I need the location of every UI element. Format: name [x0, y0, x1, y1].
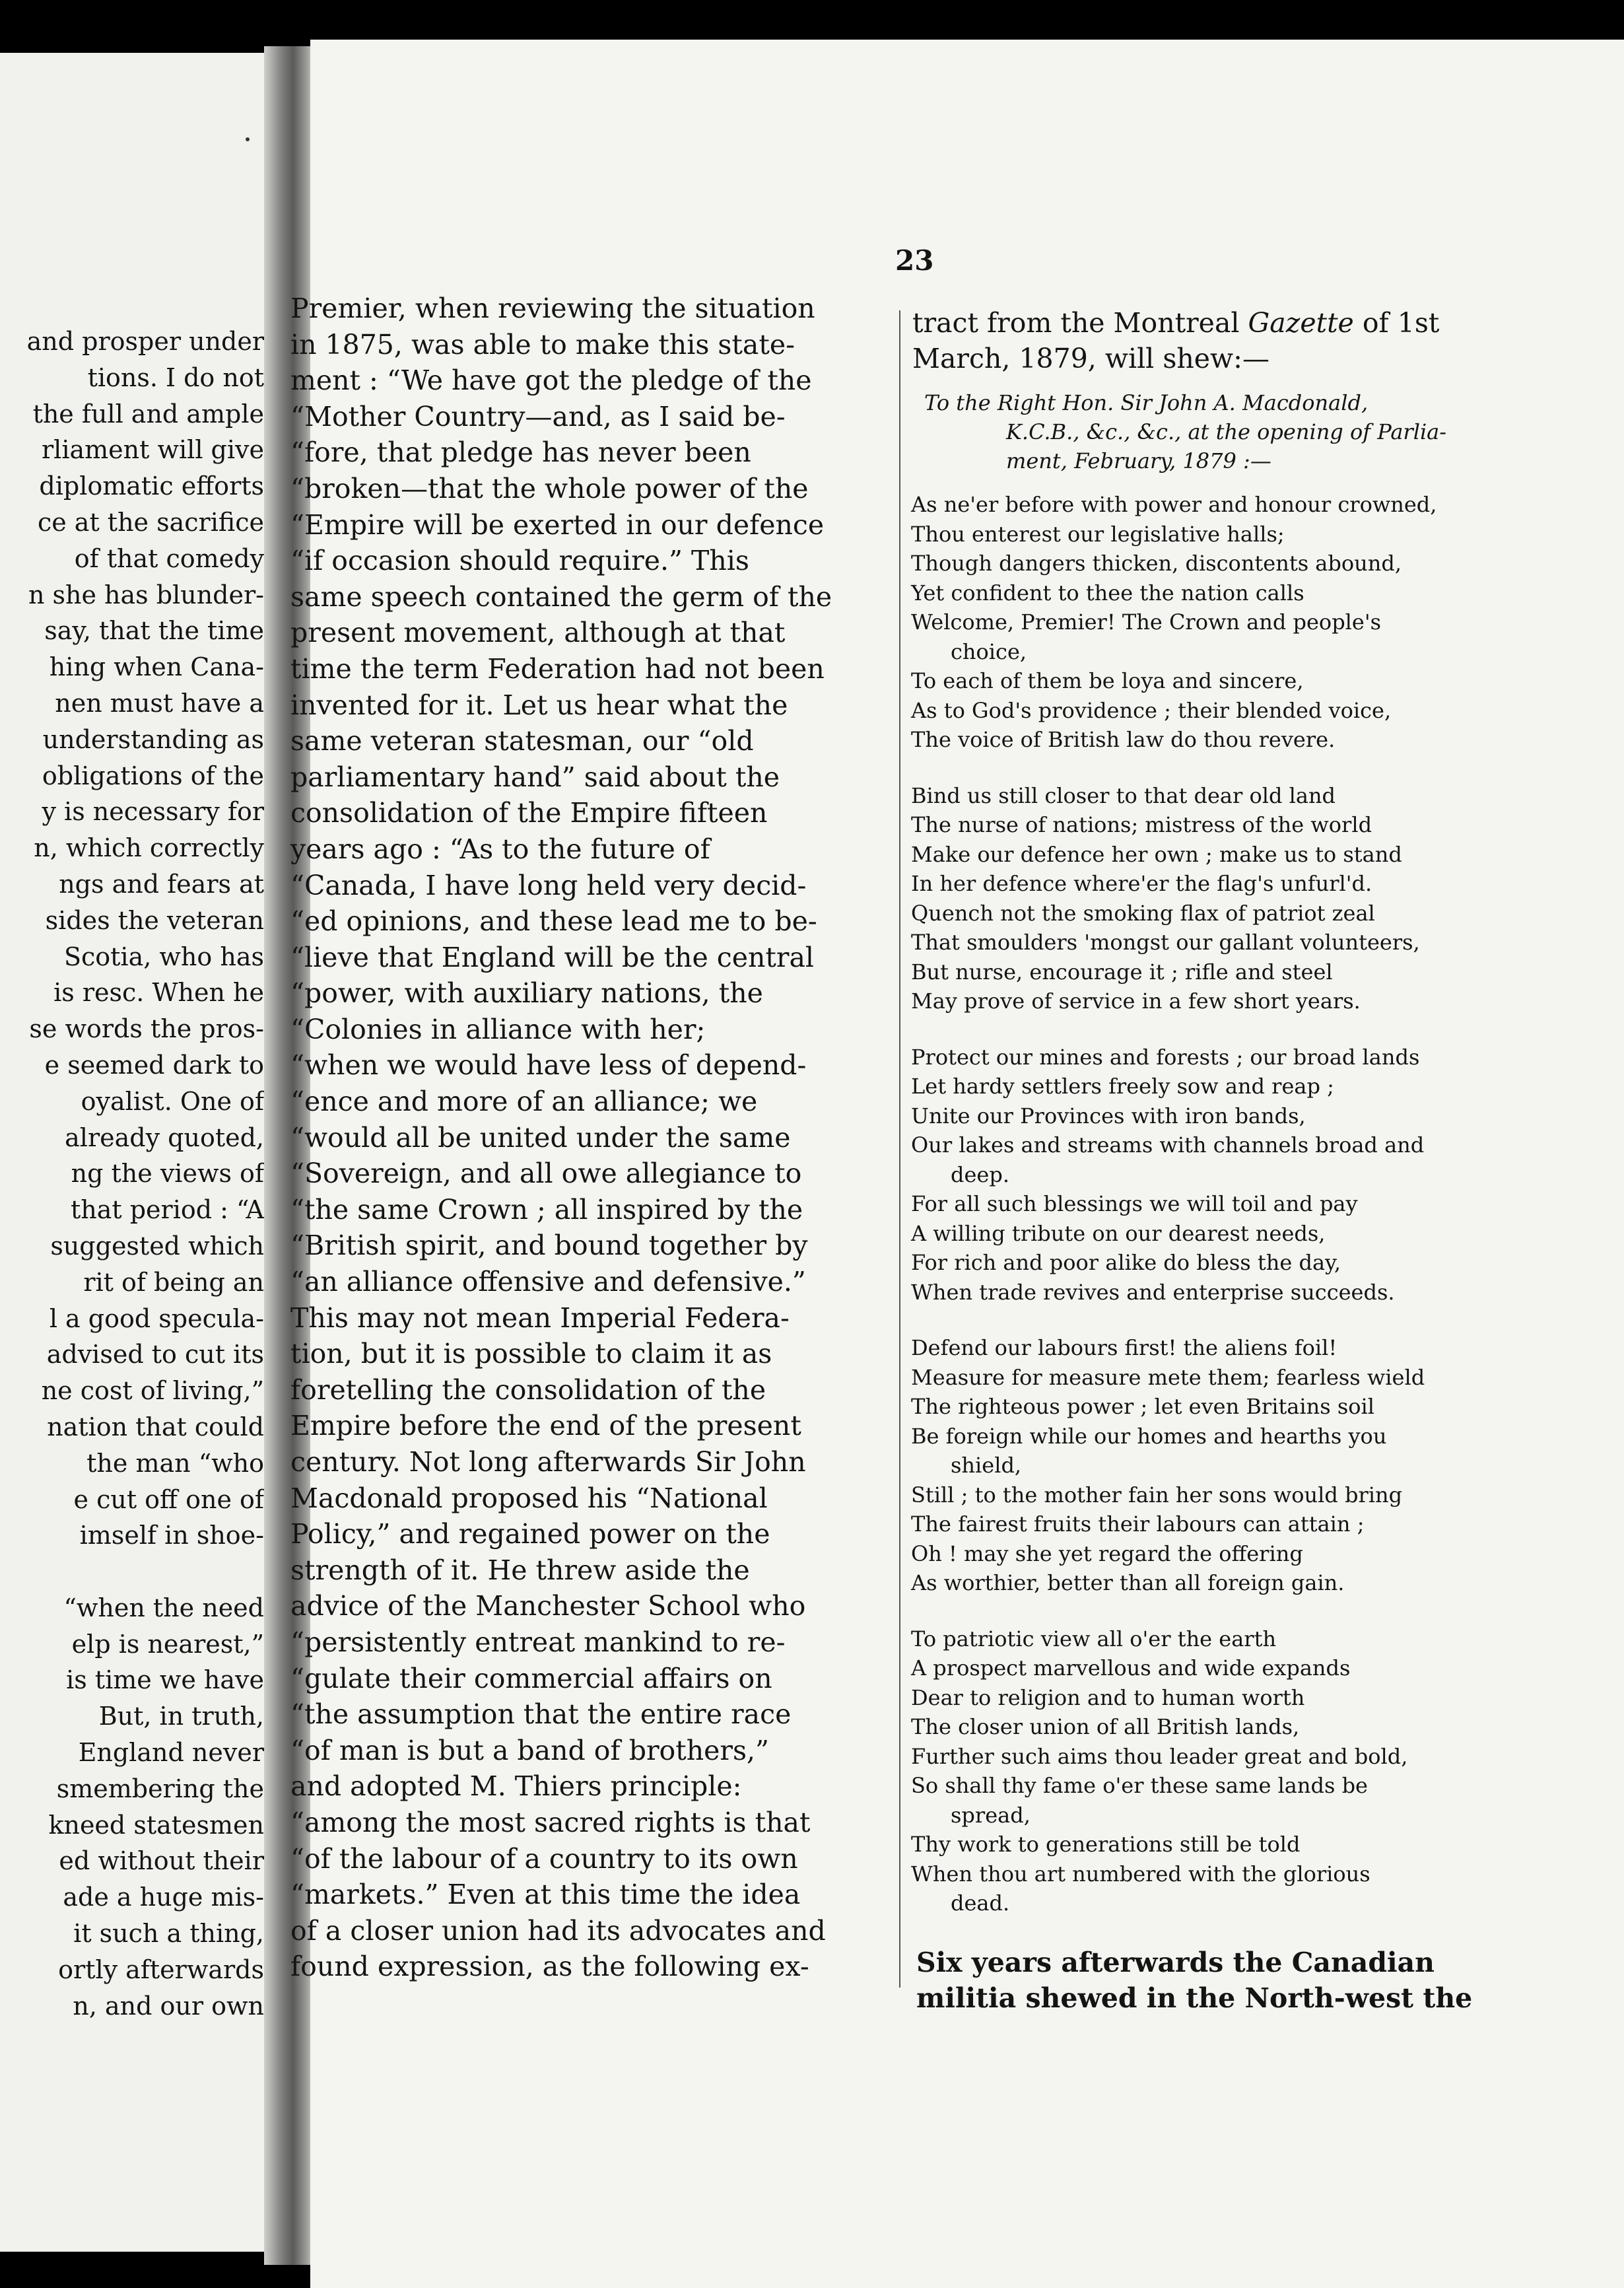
body-line: found expression, as the following ex-	[290, 1951, 809, 1983]
body-line: in 1875, was able to make this state-	[290, 328, 795, 361]
left-page-line: and prosper under	[26, 327, 264, 356]
left-page-line: y is necessary for	[42, 797, 264, 827]
body-line: parliamentary hand” said about the	[290, 761, 780, 793]
poem-line: The righteous power ; let even Britains soil	[911, 1394, 1374, 1419]
newspaper-title: Gazette	[1248, 307, 1354, 339]
poem-line: For rich and poor alike do bless the day,	[911, 1250, 1341, 1275]
poem-line: But nurse, encourage it ; rifle and steel	[911, 959, 1333, 985]
body-line: “when we would have less of depend-	[290, 1049, 807, 1082]
body-line: “persistently entreat mankind to re-	[290, 1626, 786, 1658]
body-line: “Sovereign, and all owe allegiance to	[290, 1158, 802, 1190]
body-line: and adopted M. Thiers principle:	[290, 1770, 742, 1803]
left-page-line: ng the views of	[71, 1159, 264, 1189]
poem-line: May prove of service in a few short years.	[911, 988, 1361, 1014]
left-page-line: ngs and fears at	[59, 869, 264, 899]
poem-line: A prospect marvellous and wide expands	[911, 1655, 1351, 1681]
body-line: “of the labour of a country to its own	[290, 1842, 798, 1875]
left-page-line: obligations of the	[42, 761, 264, 790]
body-line: “gulate their commercial affairs on	[290, 1662, 772, 1694]
left-page-line: the full and ample	[32, 399, 264, 429]
left-page-line: se words the pros-	[29, 1014, 264, 1044]
left-page-line: smembering the	[56, 1774, 264, 1803]
left-page-line: kneed statesmen	[48, 1810, 264, 1840]
poem-line: The voice of British law do thou revere.	[911, 727, 1336, 752]
body-line: “Mother Country—and, as I said be-	[290, 400, 786, 433]
left-page-line: of that comedy	[74, 543, 264, 573]
poem-line: choice,	[951, 639, 1027, 664]
poem-stanza	[871, 1333, 1505, 1598]
poem-line: Bind us still closer to that dear old land	[911, 782, 1336, 808]
body-line: century. Not long afterwards Sir John	[290, 1446, 806, 1478]
poem-line: Further such aims thou leader great and bold,	[911, 1743, 1408, 1769]
poem-line: deep.	[951, 1161, 1010, 1187]
poem-stanza	[871, 1624, 1505, 1918]
left-page-line: nen must have a	[55, 688, 264, 718]
poem-line: Be foreign while our homes and hearths you	[911, 1423, 1387, 1449]
closing-paragraph	[871, 1945, 1505, 2016]
body-line: “markets.” Even at this time the idea	[290, 1879, 801, 1911]
left-page-line: is time we have	[66, 1665, 264, 1695]
poem-line: To patriotic view all o'er the earth	[911, 1626, 1277, 1651]
left-page-text-column	[0, 324, 264, 2024]
poem-line: Welcome, Premier! The Crown and people's	[911, 609, 1382, 635]
poem-line: Defend our labours first! the aliens foil!	[911, 1335, 1337, 1360]
intro-line-2: March, 1879, will shew:—	[912, 343, 1269, 374]
left-page-line: that period : “A	[70, 1195, 264, 1225]
body-line: “would all be united under the same	[290, 1121, 791, 1154]
left-page-line: advised to cut its	[46, 1340, 264, 1369]
left-page-line: suggested which	[50, 1231, 264, 1261]
poem-line: The fairest fruits their labours can attain ;	[911, 1511, 1365, 1537]
poem-line: The closer union of all British lands,	[911, 1714, 1300, 1739]
body-line: “lieve that England will be the central	[290, 941, 815, 973]
left-page-line: the man “who	[86, 1448, 264, 1478]
body-line: advice of the Manchester School who	[290, 1590, 806, 1622]
poem-line: spread,	[951, 1802, 1031, 1828]
body-line: “of man is but a band of brothers,”	[290, 1734, 770, 1766]
body-line: tion, but it is possible to claim it as	[290, 1338, 772, 1370]
poem-line: Thou enterest our legislative halls;	[911, 521, 1285, 547]
closing-line: Six years afterwards the Canadian	[916, 1946, 1435, 1978]
poem-stanza	[871, 781, 1505, 1016]
body-line: Macdonald proposed his “National	[290, 1482, 768, 1514]
body-line: foretelling the consolidation of the	[290, 1373, 766, 1406]
body-line: strength of it. He threw aside the	[290, 1554, 750, 1586]
dedication-line: ment, February, 1879 :—	[1006, 448, 1271, 473]
poem-dedication	[871, 388, 1505, 475]
left-page-line: rit of being an	[83, 1267, 264, 1297]
poem-line: Let hardy settlers freely sow and reap ;	[911, 1074, 1334, 1099]
poem-line: So shall thy fame o'er these same lands be	[911, 1773, 1368, 1798]
body-text-column	[290, 291, 898, 1985]
left-page-line: ortly afterwards	[58, 1955, 264, 1984]
body-line: of a closer union had its advocates and	[290, 1914, 826, 1947]
left-page-line: “when the need	[63, 1593, 264, 1622]
left-page-line: tions. I do not	[87, 363, 264, 392]
poem-line: As ne'er before with power and honour crowned,	[911, 492, 1437, 517]
dedication-line: K.C.B., &c., &c., at the opening of Parlia-	[1006, 419, 1447, 444]
body-line: same speech contained the germ of the	[290, 580, 832, 613]
poem-line: Yet confident to thee the nation calls	[911, 580, 1304, 606]
body-line: “power, with auxiliary nations, the	[290, 977, 763, 1010]
poem-line: For all such blessings we will toil and pay	[911, 1191, 1358, 1216]
body-line: consolidation of the Empire fifteen	[290, 797, 768, 829]
poem-stanza	[871, 1043, 1505, 1307]
body-line: “ed opinions, and these lead me to be-	[290, 905, 817, 938]
left-page-line: n, and our own	[73, 1991, 264, 2021]
body-line: “fore, that pledge has never been	[290, 436, 751, 469]
poem-line: Thy work to generations still be told	[911, 1832, 1301, 1857]
poem-line: Dear to religion and to human worth	[911, 1684, 1305, 1710]
poem-line: Protect our mines and forests ; our broad lands	[911, 1044, 1420, 1070]
poem-line: dead.	[951, 1890, 1010, 1916]
poem-line: When trade revives and enterprise succeeds.	[911, 1279, 1395, 1305]
body-line: “if occasion should require.” This	[290, 545, 749, 577]
left-page-line: understanding as	[42, 724, 264, 754]
left-page-line: oyalist. One of	[81, 1086, 264, 1116]
poem-line: Unite our Provinces with iron bands,	[911, 1103, 1306, 1128]
body-line: “among the most sacred rights is that	[290, 1806, 811, 1838]
body-line: “broken—that the whole power of the	[290, 472, 809, 504]
poem-line: The nurse of nations; mistress of the world	[911, 812, 1372, 837]
left-page-line: rliament will give	[42, 435, 264, 465]
intro-text: tract from the Montreal	[912, 307, 1248, 339]
poem-line: Oh ! may she yet regard the offering	[911, 1541, 1303, 1566]
left-page-line: e seemed dark to	[44, 1050, 264, 1080]
left-page-line: diplomatic efforts	[39, 471, 264, 501]
left-page-line: ne cost of living,”	[41, 1376, 264, 1406]
intro-line-1	[871, 305, 1505, 341]
left-page-line: n she has blunder-	[28, 580, 264, 609]
body-line: ment : “We have got the pledge of the	[290, 364, 812, 397]
poem-line: Still ; to the mother fain her sons would bring	[911, 1482, 1403, 1508]
poem-line: Quench not the smoking flax of patriot zeal	[911, 900, 1375, 926]
poem-line: As to God's providence ; their blended voice,	[911, 697, 1392, 723]
left-page-line: nation that could	[47, 1412, 264, 1441]
body-line: Policy,” and regained power on the	[290, 1518, 770, 1550]
left-page-line: hing when Cana-	[49, 652, 264, 682]
body-line: “Canada, I have long held very decid-	[290, 869, 807, 901]
left-page-line: ade a huge mis-	[63, 1883, 264, 1912]
left-page-line: say, that the time	[44, 616, 264, 646]
left-page-line: elp is nearest,”	[71, 1629, 264, 1659]
facing-page-fragment	[0, 53, 284, 2252]
body-line: time the term Federation had not been	[290, 652, 825, 685]
body-line: “the same Crown ; all inspired by the	[290, 1193, 803, 1226]
body-line: “the assumption that the entire race	[290, 1698, 792, 1731]
left-page-line	[0, 1554, 264, 1590]
body-line: “an alliance offensive and defensive.”	[290, 1266, 806, 1298]
body-line: This may not mean Imperial Federa-	[290, 1301, 790, 1334]
body-line: same veteran statesman, our “old	[290, 725, 754, 757]
poem-line: In her defence where'er the flag's unfurl'd.	[911, 871, 1372, 896]
body-line: Premier, when reviewing the situation	[290, 293, 815, 324]
poem-line: Measure for measure mete them; fearless wield	[911, 1364, 1425, 1390]
right-text-column	[871, 305, 1505, 2016]
poem-line: When thou art numbered with the glorious	[911, 1861, 1370, 1887]
poem-line: shield,	[951, 1453, 1022, 1478]
left-page-line: imself in shoe-	[79, 1521, 264, 1550]
body-line: years ago : “As to the future of	[290, 833, 710, 865]
left-page-line: l a good specula-	[49, 1303, 264, 1333]
poem-line: Make our defence her own ; make us to stand	[911, 841, 1402, 867]
left-page-line: Scotia, who has	[63, 942, 264, 971]
left-page-line: e cut off one of	[73, 1484, 264, 1514]
left-page-line: n, which correctly	[34, 833, 264, 863]
poem	[871, 490, 1505, 1918]
poem-line: To each of them be loya and sincere,	[911, 668, 1304, 693]
body-line: “Colonies in alliance with her;	[290, 1013, 706, 1045]
left-page-line: it such a thing,	[73, 1919, 264, 1949]
left-page-line: England never	[78, 1738, 264, 1768]
left-page-line: already quoted,	[65, 1123, 264, 1152]
body-line: “British spirit, and bound together by	[290, 1230, 808, 1262]
poem-line: That smoulders 'mongst our gallant volunteers,	[911, 930, 1420, 955]
poem-line: A willing tribute on our dearest needs,	[911, 1220, 1326, 1246]
left-page-line: ed without their	[59, 1846, 264, 1876]
poem-line: Our lakes and streams with channels broad and	[911, 1132, 1425, 1158]
poem-line: As worthier, better than all foreign gain.	[911, 1570, 1345, 1595]
poem-stanza	[871, 490, 1505, 755]
body-line: Empire before the end of the present	[290, 1410, 801, 1442]
body-line: “Empire will be exerted in our defence	[290, 508, 825, 541]
dedication-line: To the Right Hon. Sir John A. Macdonald,	[924, 390, 1369, 415]
closing-line: militia shewed in the North-west the	[916, 1982, 1473, 2014]
body-line: present movement, although at that	[290, 617, 786, 649]
gazette-intro	[871, 305, 1505, 376]
ink-speck	[246, 137, 250, 141]
page-number: 23	[895, 244, 934, 277]
body-line: invented for it. Let us hear what the	[290, 689, 788, 721]
poem-line: Though dangers thicken, discontents abound,	[911, 551, 1402, 576]
body-line: “ence and more of an alliance; we	[290, 1086, 758, 1118]
left-page-line: ce at the sacrifice	[37, 507, 264, 537]
intro-text-end: of 1st	[1353, 307, 1440, 339]
left-page-line: But, in truth,	[98, 1702, 264, 1731]
left-page-line: is resc. When he	[53, 978, 264, 1008]
left-page-line: sides the veteran	[45, 905, 264, 935]
